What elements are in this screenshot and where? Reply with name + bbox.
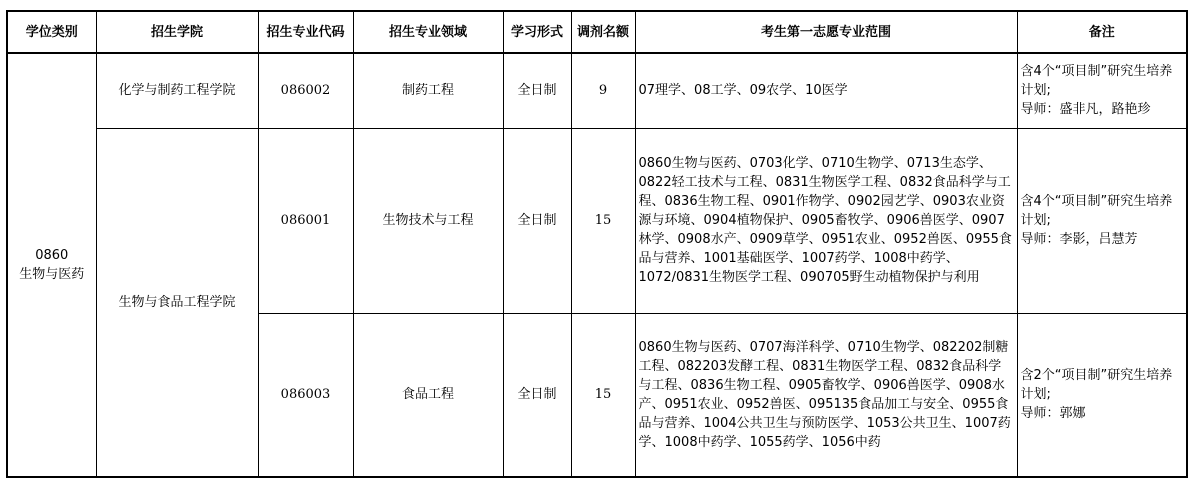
remark-tutor: 导师：盛非凡，路艳珍 (1020, 102, 1151, 118)
header-degree-type: 学位类别 (7, 11, 96, 53)
major-code-cell: 086003 (258, 313, 353, 477)
adjust-quota-cell: 9 (571, 53, 635, 128)
remark-tutor: 导师：李影，吕慧芳 (1020, 232, 1138, 247)
table-row (7, 53, 1187, 128)
remarks-cell (1017, 313, 1187, 477)
header-adjust-quota: 调剂名额 (571, 11, 635, 53)
first-choice-range-cell: 07理学、08工学、09农学、10医学 (635, 53, 1017, 128)
major-field-cell: 生物技术与工程 (353, 128, 503, 313)
degree-name: 生物与医药 (19, 267, 85, 282)
header-first-choice-range: 考生第一志愿专业范围 (635, 11, 1017, 53)
remarks-cell (1017, 128, 1187, 313)
college-cell: 化学与制药工程学院 (96, 53, 258, 128)
first-choice-range-cell: 0860生物与医药、0703化学、0710生物学、0713生态学、0822轻工技术与工程、0831生物医学工程、0832食品科学与工程、0836生物工程、0901作物学、0902园艺学、0903农业资源与环境、0904植物保护、0905畜牧学、0906兽医学、0907林学、0908水产、0909草学、0951农业、0952兽医、0955食品与营养、1001基础医学、1007药学、1008中药学、1072/0831生物医学工程、090705野生动植物保护与利用 (635, 128, 1017, 313)
header-major-field: 招生专业领域 (353, 11, 503, 53)
table-row (7, 128, 1187, 313)
study-mode-cell: 全日制 (503, 128, 571, 313)
remark-tutor: 导师：郭娜 (1020, 406, 1086, 422)
remarks-cell (1017, 53, 1187, 128)
remark-plan: 含4个“项目制”研究生培养计划; (1020, 64, 1173, 99)
major-code-cell: 086002 (258, 53, 353, 128)
adjust-quota-cell: 15 (571, 128, 635, 313)
college-cell: 生物与食品工程学院 (96, 128, 258, 477)
header-row (7, 11, 1187, 53)
admissions-table (6, 10, 1188, 478)
adjust-quota-cell: 15 (571, 313, 635, 477)
major-field-cell: 制药工程 (353, 53, 503, 128)
first-choice-range-cell: 0860生物与医药、0707海洋科学、0710生物学、082202制糖工程、082203发酵工程、0831生物医学工程、0832食品科学与工程、0836生物工程、0905畜牧学、0906兽医学、0908水产、0951农业、0952兽医、095135食品加工与安全、0955食品与营养、1004公共卫生与预防医学、1053公共卫生、1007药学、1008中药学、1055药学、1056中药 (635, 313, 1017, 477)
study-mode-cell: 全日制 (503, 53, 571, 128)
remark-plan: 含4个“项目制”研究生培养计划; (1020, 194, 1173, 228)
remark-plan: 含2个“项目制”研究生培养计划; (1020, 368, 1173, 403)
header-study-mode: 学习形式 (503, 11, 571, 53)
major-code-cell: 086001 (258, 128, 353, 313)
degree-code: 0860 (35, 248, 69, 263)
header-college: 招生学院 (96, 11, 258, 53)
study-mode-cell: 全日制 (503, 313, 571, 477)
major-field-cell: 食品工程 (353, 313, 503, 477)
header-major-code: 招生专业代码 (258, 11, 353, 53)
header-remarks: 备注 (1017, 11, 1187, 53)
degree-cell (7, 53, 96, 477)
